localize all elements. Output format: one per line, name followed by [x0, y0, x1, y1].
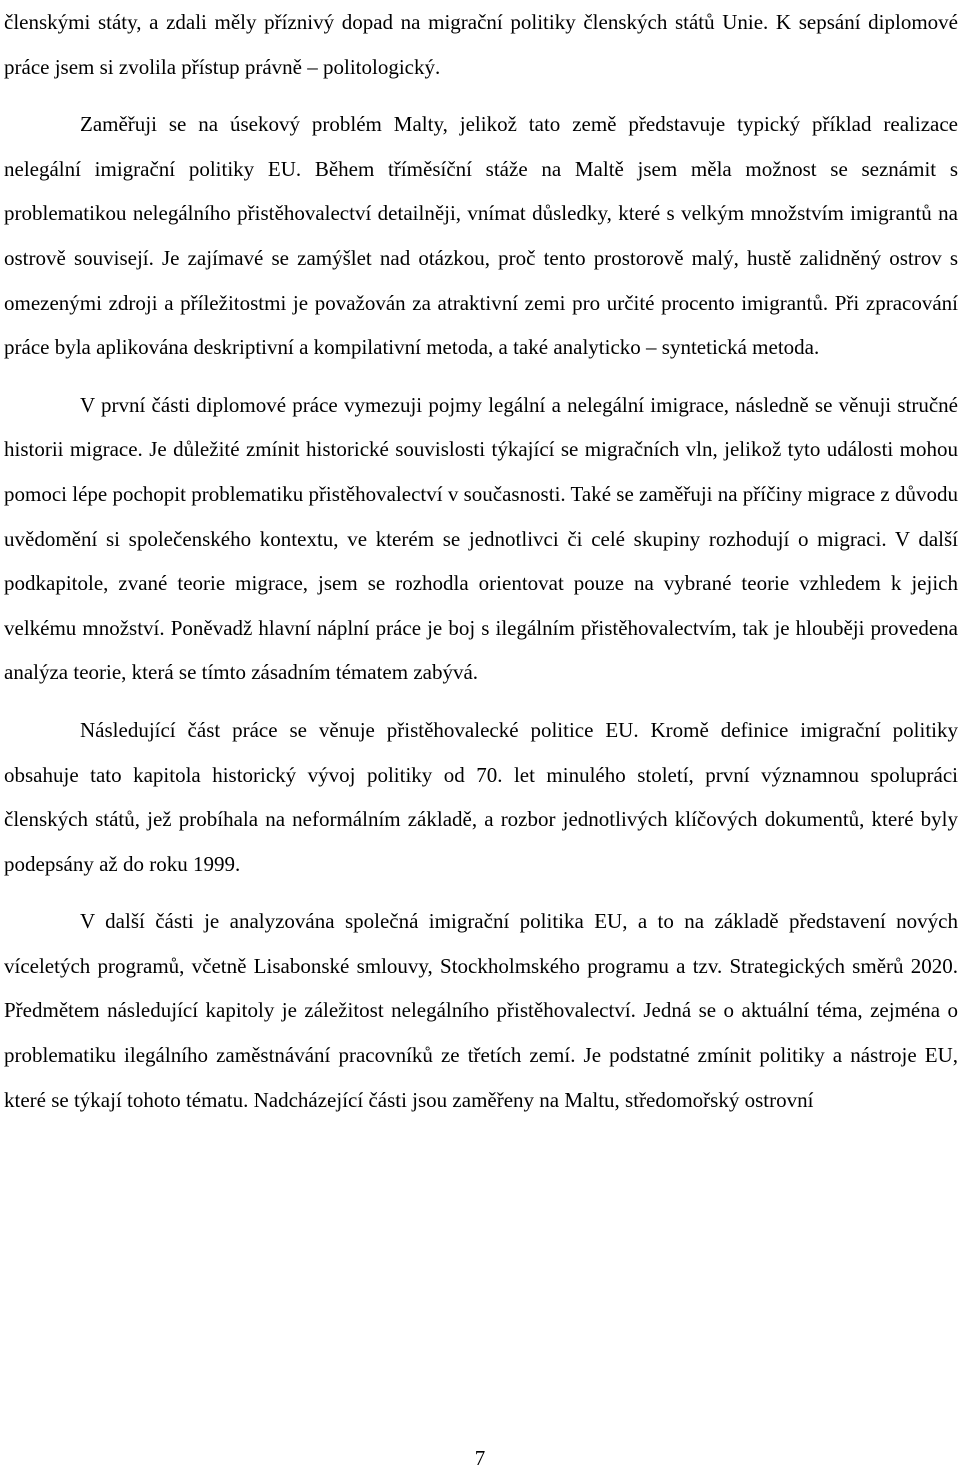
paragraph-4: Následující část práce se věnuje přistěhovalecké politice EU. Kromě definice imigrační politiky obsahuje tato kapitola historický vývoj politiky od 70. let minulého století, první významnou spolupráci členských států, jež probíhala na neformálním základě, a rozbor jednotlivých klíčových dokumentů, které byly podepsány až do roku 1999.: [4, 717, 958, 876]
paragraph-1: členskými státy, a zdali měly příznivý dopad na migrační politiky členských států Unie. K sepsání diplomové práce jsem si zvolila přístup právně – politologický.: [4, 10, 958, 79]
document-page: [4, 0, 958, 1122]
paragraph-5: V další části je analyzována společná imigrační politika EU, a to na základě představení nových víceletých programů, včetně Lisabonské smlouvy, Stockholmského programu a tzv. Strategických směrů 2020. Předmětem následující kapitoly je záležitost nelegálního přistěhovalectví. Jedná se o aktuální téma, zejména o problematiku ilegálního zaměstnávání pracovníků ze třetích zemí. Je podstatné zmínit politiky a nástroje EU, které se týkají tohoto tématu. Nadcházející části jsou zaměřeny na Maltu, středomořský ostrovní: [4, 909, 958, 1112]
paragraph-3: V první části diplomové práce vymezuji pojmy legální a nelegální imigrace, následně se věnuji stručné historii migrace. Je důležité zmínit historické souvislosti týkající se migračních vln, jelikož tyto události mohou pomoci lépe pochopit problematiku přistěhovalectví v současnosti. Také se zaměřuji na příčiny migrace z důvodu uvědomění si společenského kontextu, ve kterém se jednotlivci či celé skupiny rozhodují o migraci. V další podkapitole, zvané teorie migrace, jsem se rozhodla orientovat pouze na vybrané teorie vzhledem k jejich velkému množství. Poněvadž hlavní náplní práce je boj s ilegálním přistěhovalectvím, tak je hlouběji provedena analýza teorie, která se tímto zásadním tématem zabývá.: [4, 392, 958, 685]
paragraph-2: Zaměřuji se na úsekový problém Malty, jelikož tato země představuje typický příklad realizace nelegální imigrační politiky EU. Během tříměsíční stáže na Maltě jsem měla možnost se seznámit s problematikou nelegálního přistěhovalectví detailněji, vnímat důsledky, které s velkým množstvím imigrantů na ostrově souvisejí. Je zajímavé se zamýšlet nad otázkou, proč tento prostorově malý, hustě zalidněný ostrov s omezenými zdroji a příležitostmi je považován za atraktivní zemi pro určité procento imigrantů. Při zpracování práce byla aplikována deskriptivní a kompilativní metoda, a také analyticko – syntetická metoda.: [4, 112, 958, 360]
page-number: 7: [474, 1446, 486, 1470]
